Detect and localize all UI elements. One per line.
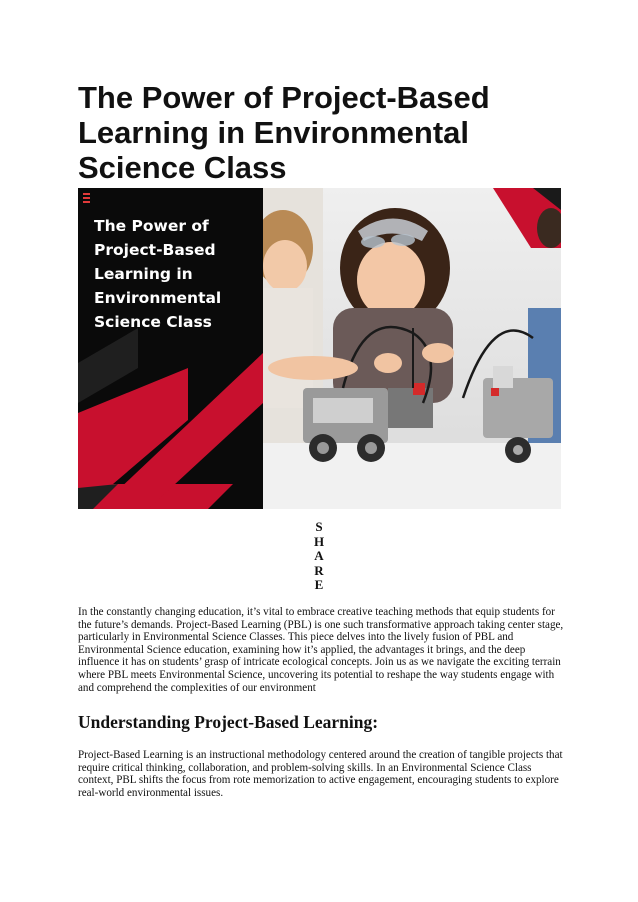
- share-letter: H: [313, 533, 325, 549]
- logo-icon: [83, 193, 90, 207]
- share-vertical-label[interactable]: [313, 520, 325, 593]
- share-letter: E: [314, 577, 324, 592]
- hero-image: [78, 188, 561, 509]
- hero-banner-panel: [78, 188, 263, 509]
- share-letter: R: [314, 562, 324, 578]
- robot-kit-photo: [263, 188, 561, 509]
- share-letter: A: [314, 548, 324, 563]
- hero-title: The Power of Project-Based Learning in Environmental Science Class: [94, 217, 222, 331]
- intro-paragraph: In the constantly changing education, it’s vital to embrace creative teaching methods that equip students for the future’s demands. Project-Based Learning (PBL) is one such transformative approach taking center stage, particularly in Environmental Science Classes. This piece delves into the lively fusion of PBL and Environmental Science education, examining how it’s applied, the advantages it brings, and the deep influence it has on students’ grasp of intricate ecological concepts. Join us as we navigate the exciting terrain where PBL meets Environmental Science, uncovering its potential to reshape the way students engage with and comprehend the complexities of our environment: [78, 606, 564, 694]
- section-heading: Understanding Project-Based Learning:: [78, 712, 379, 732]
- share-letter: S: [315, 519, 323, 534]
- section-paragraph: Project-Based Learning is an instructional methodology centered around the creation of tangible projects that require critical thinking, collaboration, and problem-solving skills. In an Environmental Science Class context, PBL shifts the focus from rote memorization to active engagement, encouraging students to explore real-world environmental issues.: [78, 749, 563, 799]
- page-title: The Power of Project-Based Learning in Environmental Science Class: [78, 80, 490, 185]
